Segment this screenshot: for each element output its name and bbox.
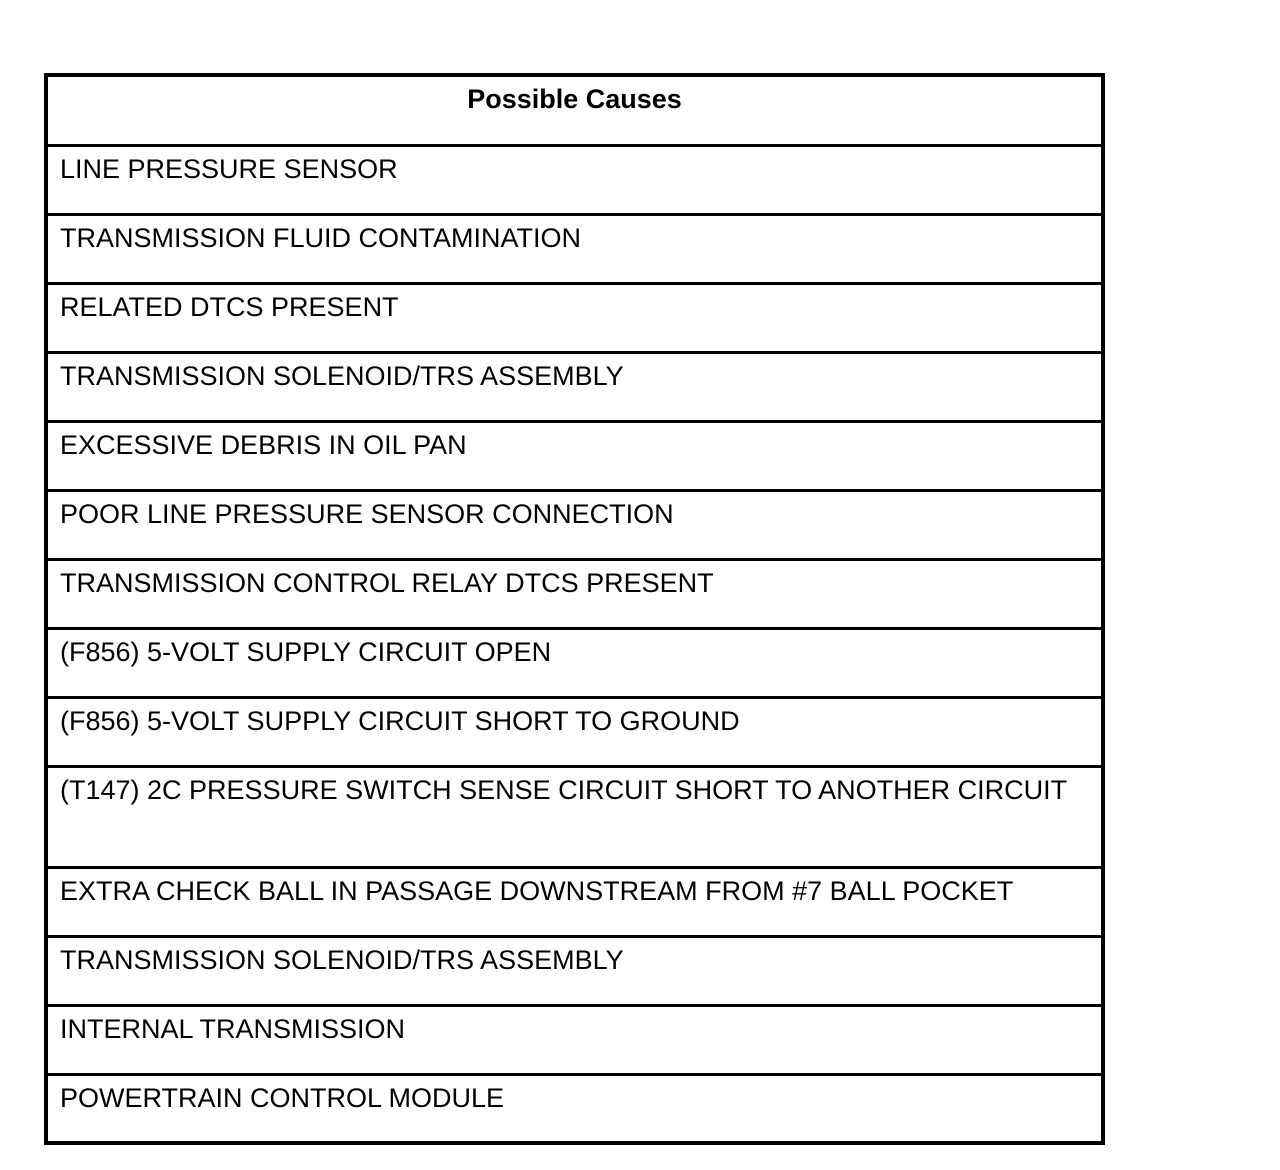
table-header-row — [46, 75, 1103, 145]
table-row — [46, 559, 1103, 628]
cause-cell: TRANSMISSION FLUID CONTAMINATION — [46, 214, 1103, 283]
cause-cell: LINE PRESSURE SENSOR — [46, 145, 1103, 214]
cause-cell: RELATED DTCS PRESENT — [46, 283, 1103, 352]
cause-cell: POWERTRAIN CONTROL MODULE — [60, 1082, 505, 1113]
table-row — [46, 352, 1103, 421]
table-row — [46, 1005, 1103, 1074]
table-row — [46, 490, 1103, 559]
table-row — [46, 936, 1103, 1005]
table-row — [46, 145, 1103, 214]
table-row — [46, 766, 1103, 867]
cause-cell: TRANSMISSION SOLENOID/TRS ASSEMBLY — [46, 352, 1103, 421]
cause-cell: POOR LINE PRESSURE SENSOR CONNECTION — [46, 490, 1103, 559]
table-row — [46, 867, 1103, 936]
cause-cell: (T147) 2C PRESSURE SWITCH SENSE CIRCUIT SHORT TO ANOTHER CIRCUIT — [46, 766, 1103, 867]
table-row — [46, 283, 1103, 352]
table-header-possible-causes: Possible Causes — [46, 75, 1103, 145]
cause-cell: EXCESSIVE DEBRIS IN OIL PAN — [46, 421, 1103, 490]
table-row — [46, 421, 1103, 490]
possible-causes-table — [44, 73, 1105, 1145]
table-row — [46, 628, 1103, 697]
table-row — [46, 1074, 1103, 1143]
table-row — [46, 214, 1103, 283]
cause-cell: (F856) 5-VOLT SUPPLY CIRCUIT SHORT TO GROUND — [46, 697, 1103, 766]
cause-cell: TRANSMISSION CONTROL RELAY DTCS PRESENT — [46, 559, 1103, 628]
table-row — [46, 697, 1103, 766]
cause-cell: EXTRA CHECK BALL IN PASSAGE DOWNSTREAM FROM #7 BALL POCKET — [46, 867, 1103, 936]
cause-cell: INTERNAL TRANSMISSION — [46, 1005, 1103, 1074]
cause-cell: (F856) 5-VOLT SUPPLY CIRCUIT OPEN — [46, 628, 1103, 697]
cause-cell: TRANSMISSION SOLENOID/TRS ASSEMBLY — [46, 936, 1103, 1005]
